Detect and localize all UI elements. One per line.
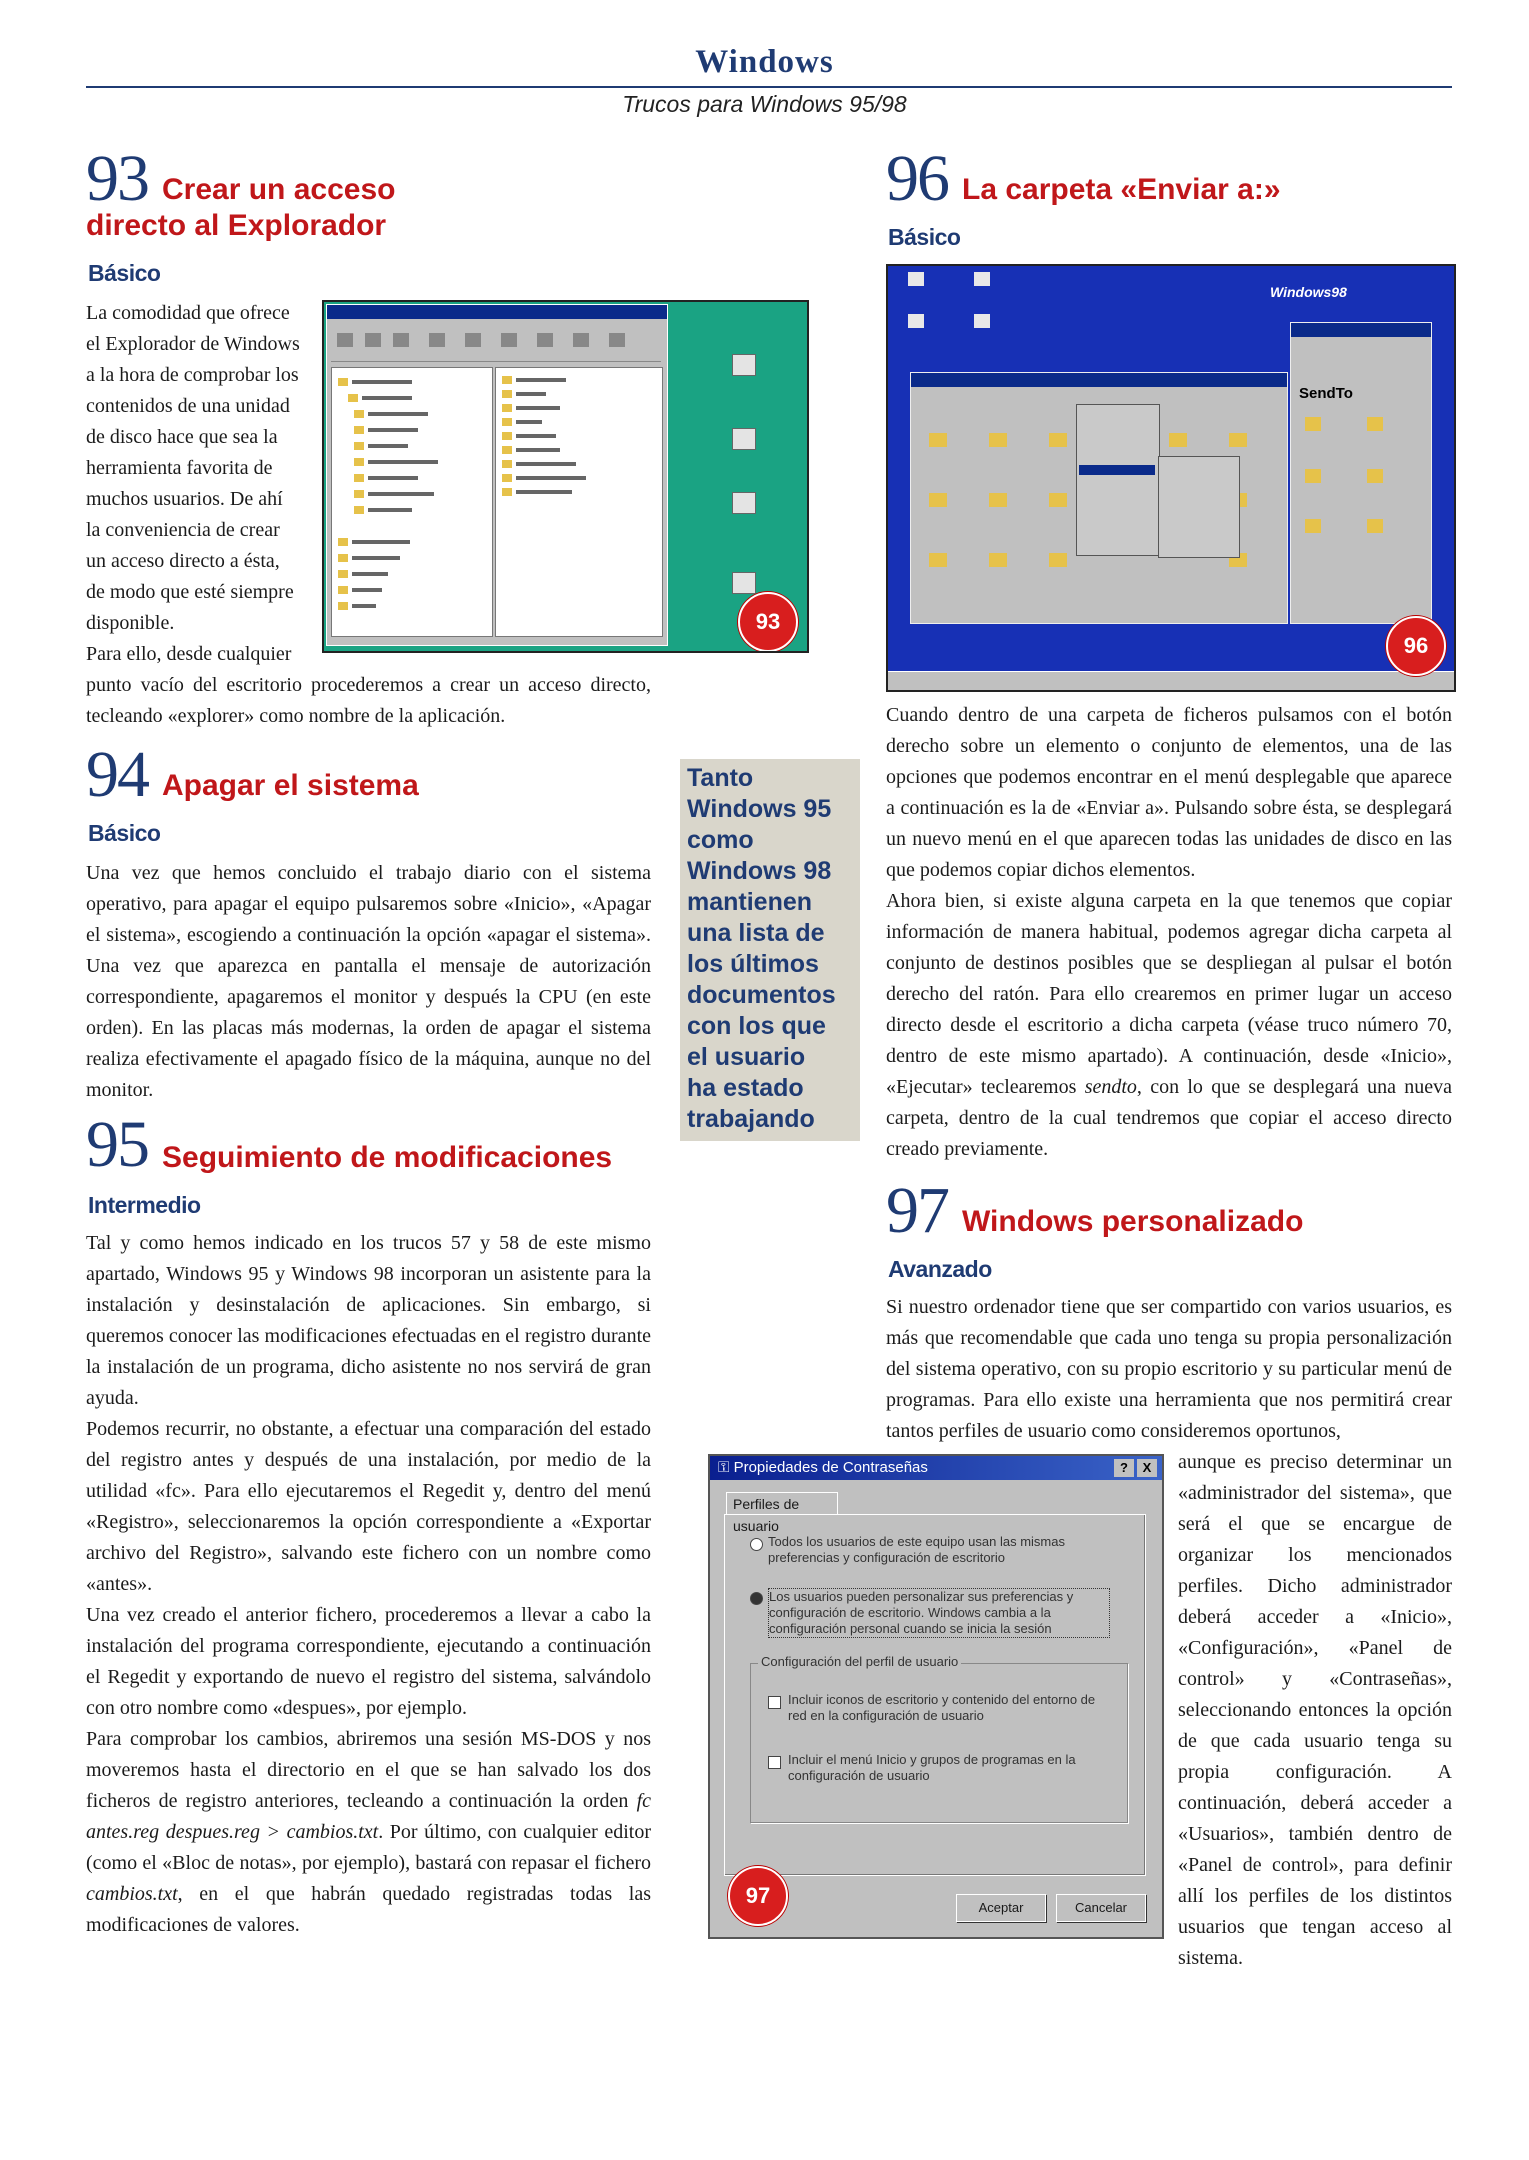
trick-97-title: Windows personalizado <box>962 1205 1304 1238</box>
trick-96-number: 96 <box>886 142 948 215</box>
section-subtitle: Trucos para Windows 95/98 <box>622 91 907 117</box>
trick-95-command: fc antes.reg despues.reg > cambios.txt <box>86 1790 651 1843</box>
figure-96-badge: 96 <box>1386 616 1446 676</box>
explorer-titlebar <box>327 305 667 319</box>
trick-94-number: 94 <box>86 738 148 811</box>
sendto-folder-window <box>1290 322 1432 624</box>
trick-93-text-narrow <box>86 298 304 670</box>
explorer-window <box>326 304 668 646</box>
desktop-icon <box>732 492 756 514</box>
trick-93-title-line2: directo al Explorador <box>86 209 387 242</box>
figure-97-badge: 97 <box>728 1866 788 1926</box>
trick-93-text-wide: punto vacío del escritorio procederemos a crear un acceso directo, tecleando «explorer» como nombre de la aplicación. <box>86 674 651 727</box>
tree-items <box>332 368 492 636</box>
checkbox-start-menu-label: Incluir el menú Inicio y grupos de programas en la configuración de usuario <box>788 1752 1076 1783</box>
trick-97-text-wide: Si nuestro ordenador tiene que ser compartido con varios usuarios, es más que recomendable que cada uno tenga su propia personalización del sistema operativo, con su propio escritorio y su particular menú de programas. Para ello existe una herramienta que nos permitirá crear tantos perfiles de usuario como consideremos oportunos, <box>886 1296 1452 1442</box>
context-menu-highlight <box>1079 465 1155 475</box>
trick-97-number: 97 <box>886 1174 948 1247</box>
toolbar-icons <box>331 325 661 361</box>
tab-user-profiles[interactable]: Perfiles de usuario <box>726 1492 838 1514</box>
group-label: Configuración del perfil de usuario <box>758 1654 961 1670</box>
sidebar-line: con los que <box>687 1012 826 1040</box>
trick-95-para <box>86 1724 651 1941</box>
trick-96-text-part: Ahora bien, si existe alguna carpeta en la que tenemos que copiar información de manera habitual, podemos agregar dicha carpeta al conjunto de destinos posibles que se despliegan al pulsar el botón derecho del ratón. Para ello crearemos en primer lugar un acceso directo desde el escritorio a dicha carpeta (véase truco número 70, dentro de este mismo apartado). A continuación, desde «Inicio», «Ejecutar» teclearemos <box>886 890 1452 1098</box>
sidebar-line: mantienen <box>687 888 813 916</box>
figure-93-badge: 93 <box>738 592 798 652</box>
trick-95-text-part: . Por último, con cualquier editor (como el «Bloc de notas», por ejemplo), bastará con repasar el fichero <box>86 1821 651 1874</box>
sidebar-line: documentos <box>687 981 836 1009</box>
trick-95-filename: cambios.txt <box>86 1883 178 1905</box>
ok-button[interactable]: Aceptar <box>956 1894 1046 1922</box>
trick-93-line: La comodidad que ofrece <box>86 302 290 324</box>
trick-93-line: a la hora de comprobar los <box>86 364 299 386</box>
sidebar-line: trabajando <box>687 1105 815 1133</box>
checkbox-desktop-icons[interactable] <box>768 1696 781 1709</box>
trick-95-text-part: Para comprobar los cambios, abriremos una sesión MS-DOS y nos moveremos hasta el directorio en el que se han salvado los dos ficheros de registro anteriores, tecleando a continuación la orden <box>86 1728 651 1812</box>
trick-93-line: un acceso directo a ésta, <box>86 550 280 572</box>
key-icon: ⚿ <box>718 1459 730 1476</box>
folder-window-titlebar <box>911 373 1287 387</box>
close-button[interactable]: X <box>1137 1459 1157 1477</box>
sidebar-highlight <box>680 759 860 1141</box>
radio-custom-settings[interactable] <box>750 1592 763 1605</box>
passwords-dialog-screenshot <box>708 1454 1164 1939</box>
trick-95-para: Tal y como hemos indicado en los trucos 57 y 58 de este mismo apartado, Windows 95 y Windows 98 incorporan un asistente para la instalación y desinstalación de aplicaciones. Sin embargo, si queremos conocer las modificaciones efectuadas en el registro durante la instalación de un programa, dicho asistente no nos servirá de gran ayuda. <box>86 1232 651 1409</box>
trick-96-level: Básico <box>888 224 961 250</box>
sendto-screenshot <box>886 264 1456 692</box>
trick-97-level: Avanzado <box>888 1256 992 1282</box>
sidebar-line: ha estado <box>687 1074 804 1102</box>
sidebar-line: el usuario <box>687 1043 806 1071</box>
trick-95-para: Podemos recurrir, no obstante, a efectuar una comparación del estado del registro antes y después de una instalación, por medio de la utilidad «fc». Para ello ejecutaremos el Regedit y, dentro del menú «Registro», seleccionaremos la opción correspondiente a «Exportar archivo del Registro», salvando este fichero con un nombre como «antes». <box>86 1418 651 1595</box>
trick-96-para <box>886 886 1452 1165</box>
sendto-submenu <box>1158 456 1240 558</box>
profile-settings-group <box>750 1663 1128 1823</box>
radio-same-settings[interactable] <box>750 1538 763 1551</box>
section-title: Windows <box>695 44 834 80</box>
explorer-tree-pane <box>331 367 493 637</box>
header-rule <box>86 86 1452 88</box>
trick-93-line: la conveniencia de crear <box>86 519 280 541</box>
trick-93-line: de modo que esté siempre <box>86 581 294 603</box>
trick-96-title: La carpeta «Enviar a:» <box>962 173 1281 206</box>
taskbar <box>888 671 1454 690</box>
trick-95-text <box>86 1228 651 1941</box>
content-items <box>496 368 662 636</box>
sendto-window-titlebar <box>1291 323 1431 337</box>
trick-95-para: Una vez creado el anterior fichero, procederemos a llevar a cabo la instalación del programa correspondiente, ejecutando a continuación el Regedit y exportando de nuevo el registro del sistema, salvándolo con otro nombre como «despues», por ejemplo. <box>86 1604 651 1719</box>
explorer-toolbar <box>331 325 661 362</box>
explorer-content-pane <box>495 367 663 637</box>
trick-95-level: Intermedio <box>88 1192 201 1218</box>
sidebar-line: una lista de <box>687 919 825 947</box>
desktop-icon <box>732 572 756 594</box>
trick-93-line: herramienta favorita de <box>86 457 273 479</box>
context-menu <box>1076 404 1160 556</box>
sidebar-line: Tanto <box>687 764 754 792</box>
trick-93-line: el Explorador de Windows <box>86 333 300 355</box>
trick-96-text-part: , con lo que se desplegará una nueva carpeta, dentro de la cual tendremos que copiar el acceso directo creado previamente. <box>886 1076 1452 1160</box>
trick-96-text <box>886 700 1452 1165</box>
help-button[interactable]: ? <box>1114 1459 1134 1477</box>
sidebar-line: Windows 95 <box>687 795 832 823</box>
trick-94-text: Una vez que hemos concluido el trabajo diario con el sistema operativo, para apagar el equipo pulsaremos sobre «Inicio», «Apagar el sistema», escogiendo a continuación la opción «apagar el sistema». Una vez que aparezca en pantalla el mensaje de autorización correspondiente, apagaremos el monitor y después la CPU (en este orden). En las placas más modernas, la orden de apagar el sistema realiza efectivamente el apagado físico de la máquina, aunque no del monitor. <box>86 862 651 1101</box>
trick-94-level: Básico <box>88 820 161 846</box>
trick-93-level: Básico <box>88 260 161 286</box>
trick-93-number: 93 <box>86 142 148 215</box>
sendto-icons <box>1297 409 1425 589</box>
trick-93-line: disponible. <box>86 612 175 634</box>
cancel-button[interactable]: Cancelar <box>1056 1894 1146 1922</box>
checkbox-start-menu[interactable] <box>768 1756 781 1769</box>
trick-93-line: de disco hace que sea la <box>86 426 278 448</box>
sidebar-line: los últimos <box>687 950 819 978</box>
radio-custom-settings-label: Los usuarios pueden personalizar sus preferencias y configuración de escritorio. Windows cambia a la configuración personal cuando se inicia la sesión <box>768 1588 1110 1638</box>
checkbox-desktop-icons-label: Incluir iconos de escritorio y contenido del entorno de red en la configuración de usuario <box>788 1692 1096 1723</box>
trick-93-title-line1: Crear un acceso <box>162 173 396 206</box>
trick-95-number: 95 <box>86 1108 148 1181</box>
dialog-title: Propiedades de Contraseñas <box>733 1459 928 1476</box>
trick-93-line: Para ello, desde cualquier <box>86 643 292 665</box>
trick-96-para: Cuando dentro de una carpeta de ficheros pulsamos con el botón derecho sobre un elemento o conjunto de elementos, una de las opciones que podemos encontrar en el menú desplegable que aparece a continuación es la de «Enviar a». Pulsando sobre ésta, se desplegará un nuevo menú en el que aparecen todas las unidades de disco en las que podemos copiar dichos elementos. <box>886 704 1452 881</box>
trick-97-text-narrow: aunque es preciso determinar un «administrador del sistema», que será el que se encargue de organizar los mencionados perfiles. Dicho administrador deberá acceder a «Inicio», «Configuración», «Panel de control» y «Contraseñas», seleccionando entonces la opción de que cada usuario tenga su propia configuración. A continuación, deberá acceder a «Usuarios», también dentro de «Panel de control», para definir allí los perfiles de los distintos usuarios que tengan acceso al sistema. <box>1178 1451 1452 1969</box>
desktop-icon <box>732 428 756 450</box>
sidebar-line: Windows 98 <box>687 857 832 885</box>
desktop-icons <box>888 266 1028 346</box>
desktop-icon <box>732 354 756 376</box>
trick-95-text-part: , en el que habrán quedado registradas todas las modificaciones de valores. <box>86 1883 651 1936</box>
sendto-label: SendTo <box>1299 385 1353 402</box>
trick-94-title: Apagar el sistema <box>162 769 419 802</box>
explorer-screenshot <box>322 300 809 653</box>
radio-same-settings-label: Todos los usuarios de este equipo usan las mismas preferencias y configuración de escritorio <box>768 1534 1065 1565</box>
trick-93-line: contenidos de una unidad <box>86 395 290 417</box>
trick-95-title: Seguimiento de modificaciones <box>162 1141 613 1174</box>
trick-96-command: sendto <box>1084 1076 1137 1098</box>
sidebar-line: como <box>687 826 754 854</box>
dialog-titlebar <box>710 1456 1162 1480</box>
windows98-logo: Windows98 <box>1270 284 1347 300</box>
trick-93-line: muchos usuarios. De ahí <box>86 488 283 510</box>
